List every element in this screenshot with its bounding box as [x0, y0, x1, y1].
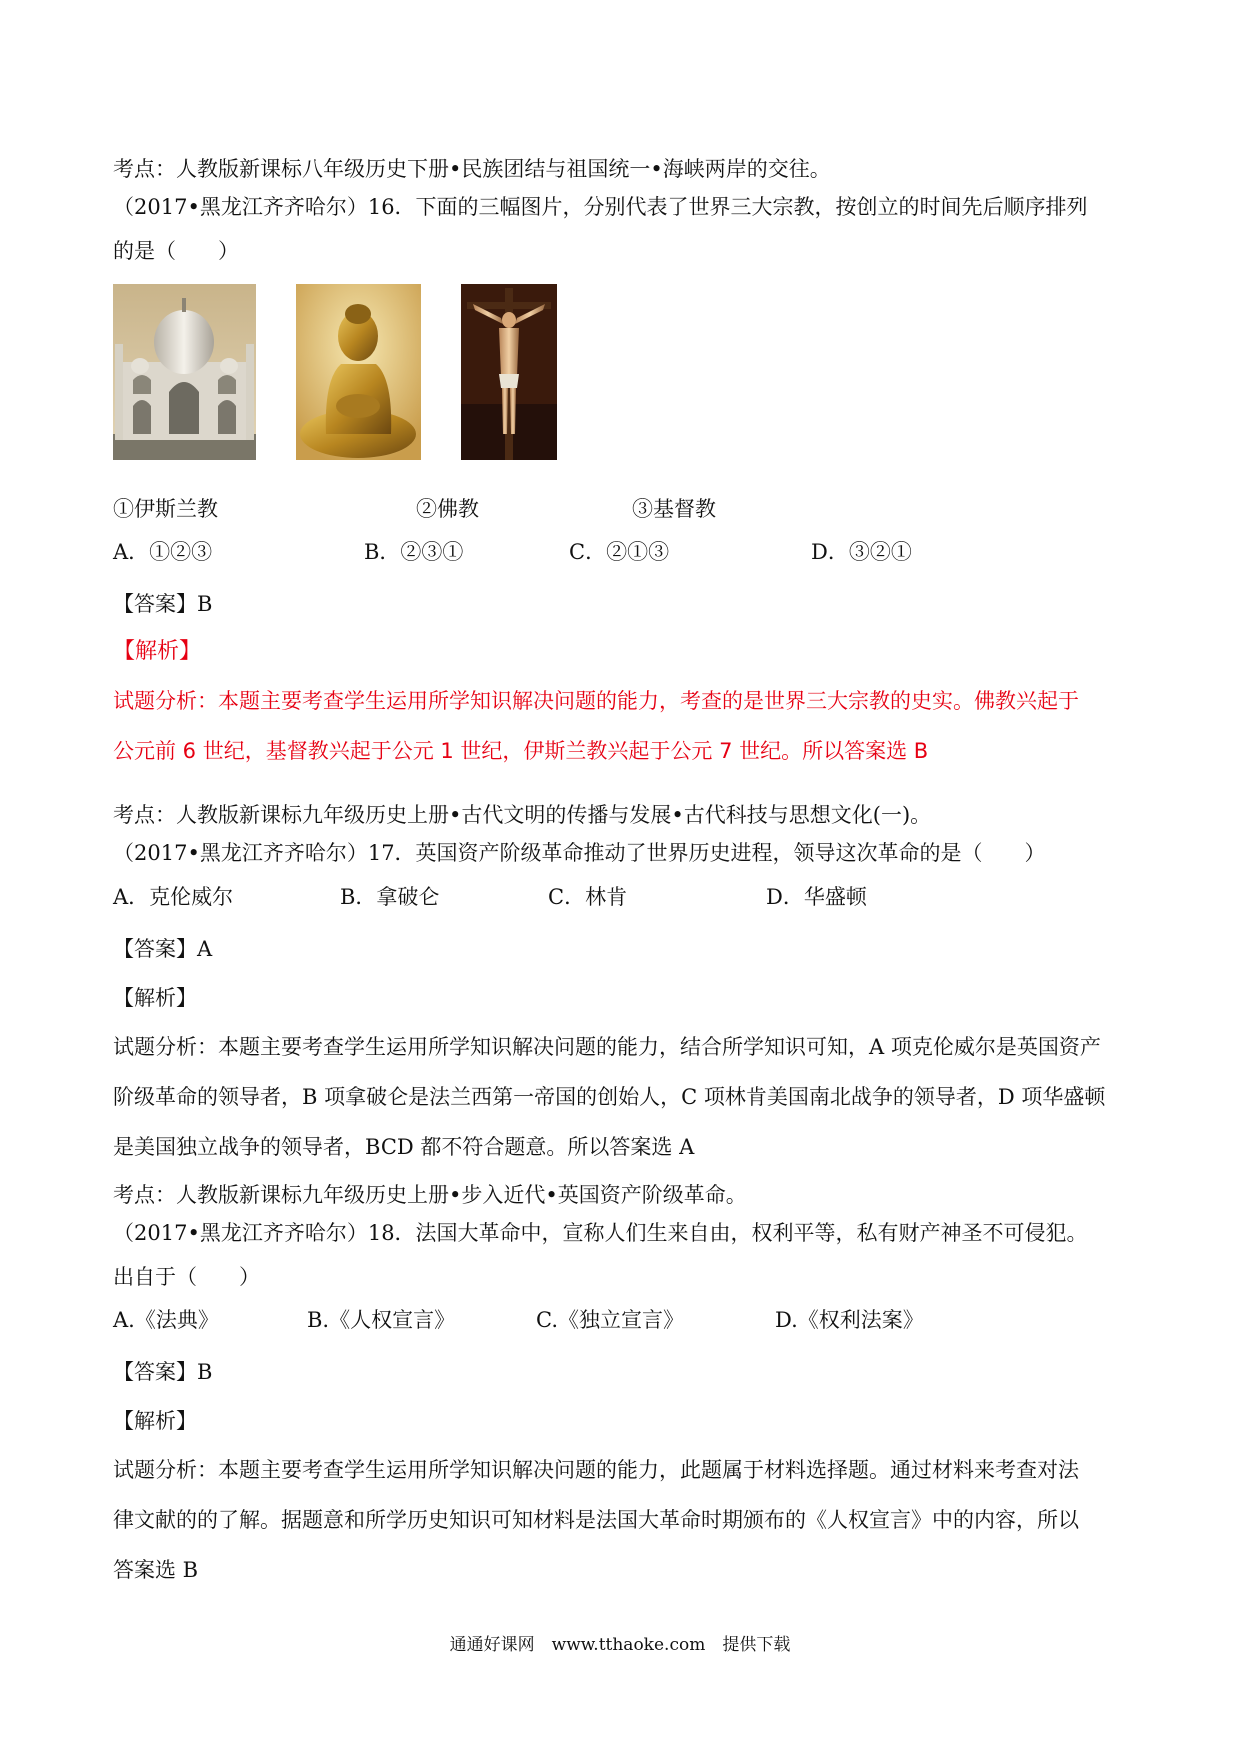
q18-analysis-line2: 律文献的的了解。据题意和所学历史知识可知材料是法国大革命时期颁布的《人权宣言》中的内容，所以	[113, 1508, 1079, 1532]
mosque-picture	[113, 284, 256, 460]
q16-stem-line1: （2017•黑龙江齐齐哈尔）16．下面的三幅图片，分别代表了世界三大宗教，按创立的时间先后顺序排列	[113, 195, 1088, 219]
q16-kaodian: 考点：人教版新课标八年级历史下册•民族团结与祖国统一•海峡两岸的交往。	[113, 157, 831, 181]
q16-stem-line2: 的是（ ）	[113, 239, 239, 263]
q18-answer: 【答案】B	[113, 1360, 213, 1384]
q16-analysis-line1: 试题分析：本题主要考查学生运用所学知识解决问题的能力，考查的是世界三大宗教的史实。佛教兴起于	[113, 689, 1079, 713]
q17-option-d: D．华盛顿	[766, 885, 867, 909]
q17-analysis-line3: 是美国独立战争的领导者，BCD 都不符合题意。所以答案选 A	[113, 1135, 695, 1159]
q16-option-c: C．②①③	[569, 540, 670, 564]
q18-stem-line1: （2017•黑龙江齐齐哈尔）18．法国大革命中，宣称人们生来自由，权利平等，私有财产神圣不可侵犯。	[113, 1221, 1088, 1245]
q16-option-b: B．②③①	[364, 540, 464, 564]
q16-option-a: A．①②③	[113, 540, 213, 564]
q17-analysis-line1: 试题分析：本题主要考查学生运用所学知识解决问题的能力，结合所学知识可知，A 项克伦威尔是英国资产	[113, 1035, 1101, 1059]
q16-option-d: D．③②①	[811, 540, 912, 564]
q16-jiexi-heading: 【解析】	[113, 639, 202, 664]
q16-analysis-line2: 公元前 6 世纪，基督教兴起于公元 1 世纪，伊斯兰教兴起于公元 7 世纪。所以答案选 B	[113, 739, 929, 763]
q17-jiexi-heading: 【解析】	[113, 986, 197, 1010]
q17-stem-line1: （2017•黑龙江齐齐哈尔）17．英国资产阶级革命推动了世界历史进程，领导这次革命的是（ ）	[113, 841, 1046, 865]
q18-kaodian: 考点：人教版新课标九年级历史上册•步入近代•英国资产阶级革命。	[113, 1183, 747, 1207]
q17-option-b: B．拿破仑	[340, 885, 440, 909]
page-footer: 通通好课网 www.tthaoke.com 提供下载	[449, 1635, 791, 1655]
q18-jiexi-heading: 【解析】	[113, 1409, 197, 1433]
q17-option-a: A．克伦威尔	[113, 885, 234, 909]
q17-option-c: C．林肯	[548, 885, 628, 909]
q16-label-islam: ①伊斯兰教	[113, 497, 218, 521]
q17-analysis-line2: 阶级革命的领导者，B 项拿破仑是法兰西第一帝国的创始人，C 项林肯美国南北战争的领导者，D 项华盛顿	[113, 1085, 1106, 1109]
crucifixion-picture	[461, 284, 557, 460]
q18-analysis-line1: 试题分析：本题主要考查学生运用所学知识解决问题的能力，此题属于材料选择题。通过材料来考查对法	[113, 1458, 1079, 1482]
q17-answer: 【答案】A	[113, 937, 213, 961]
q17-kaodian: 考点：人教版新课标九年级历史上册•古代文明的传播与发展•古代科技与思想文化(一)。	[113, 803, 932, 827]
q18-option-c: C.《独立宣言》	[536, 1308, 684, 1332]
q18-option-d: D.《权利法案》	[775, 1308, 924, 1332]
q16-label-christianity: ③基督教	[632, 497, 716, 521]
q16-answer: 【答案】B	[113, 592, 213, 616]
q16-label-buddhism: ②佛教	[416, 497, 479, 521]
q18-option-b: B.《人权宣言》	[307, 1308, 456, 1332]
q18-stem-line2: 出自于（ ）	[113, 1265, 260, 1289]
q18-option-a: A.《法典》	[113, 1308, 219, 1332]
buddha-picture	[296, 284, 421, 460]
q18-analysis-line3: 答案选 B	[113, 1558, 199, 1582]
